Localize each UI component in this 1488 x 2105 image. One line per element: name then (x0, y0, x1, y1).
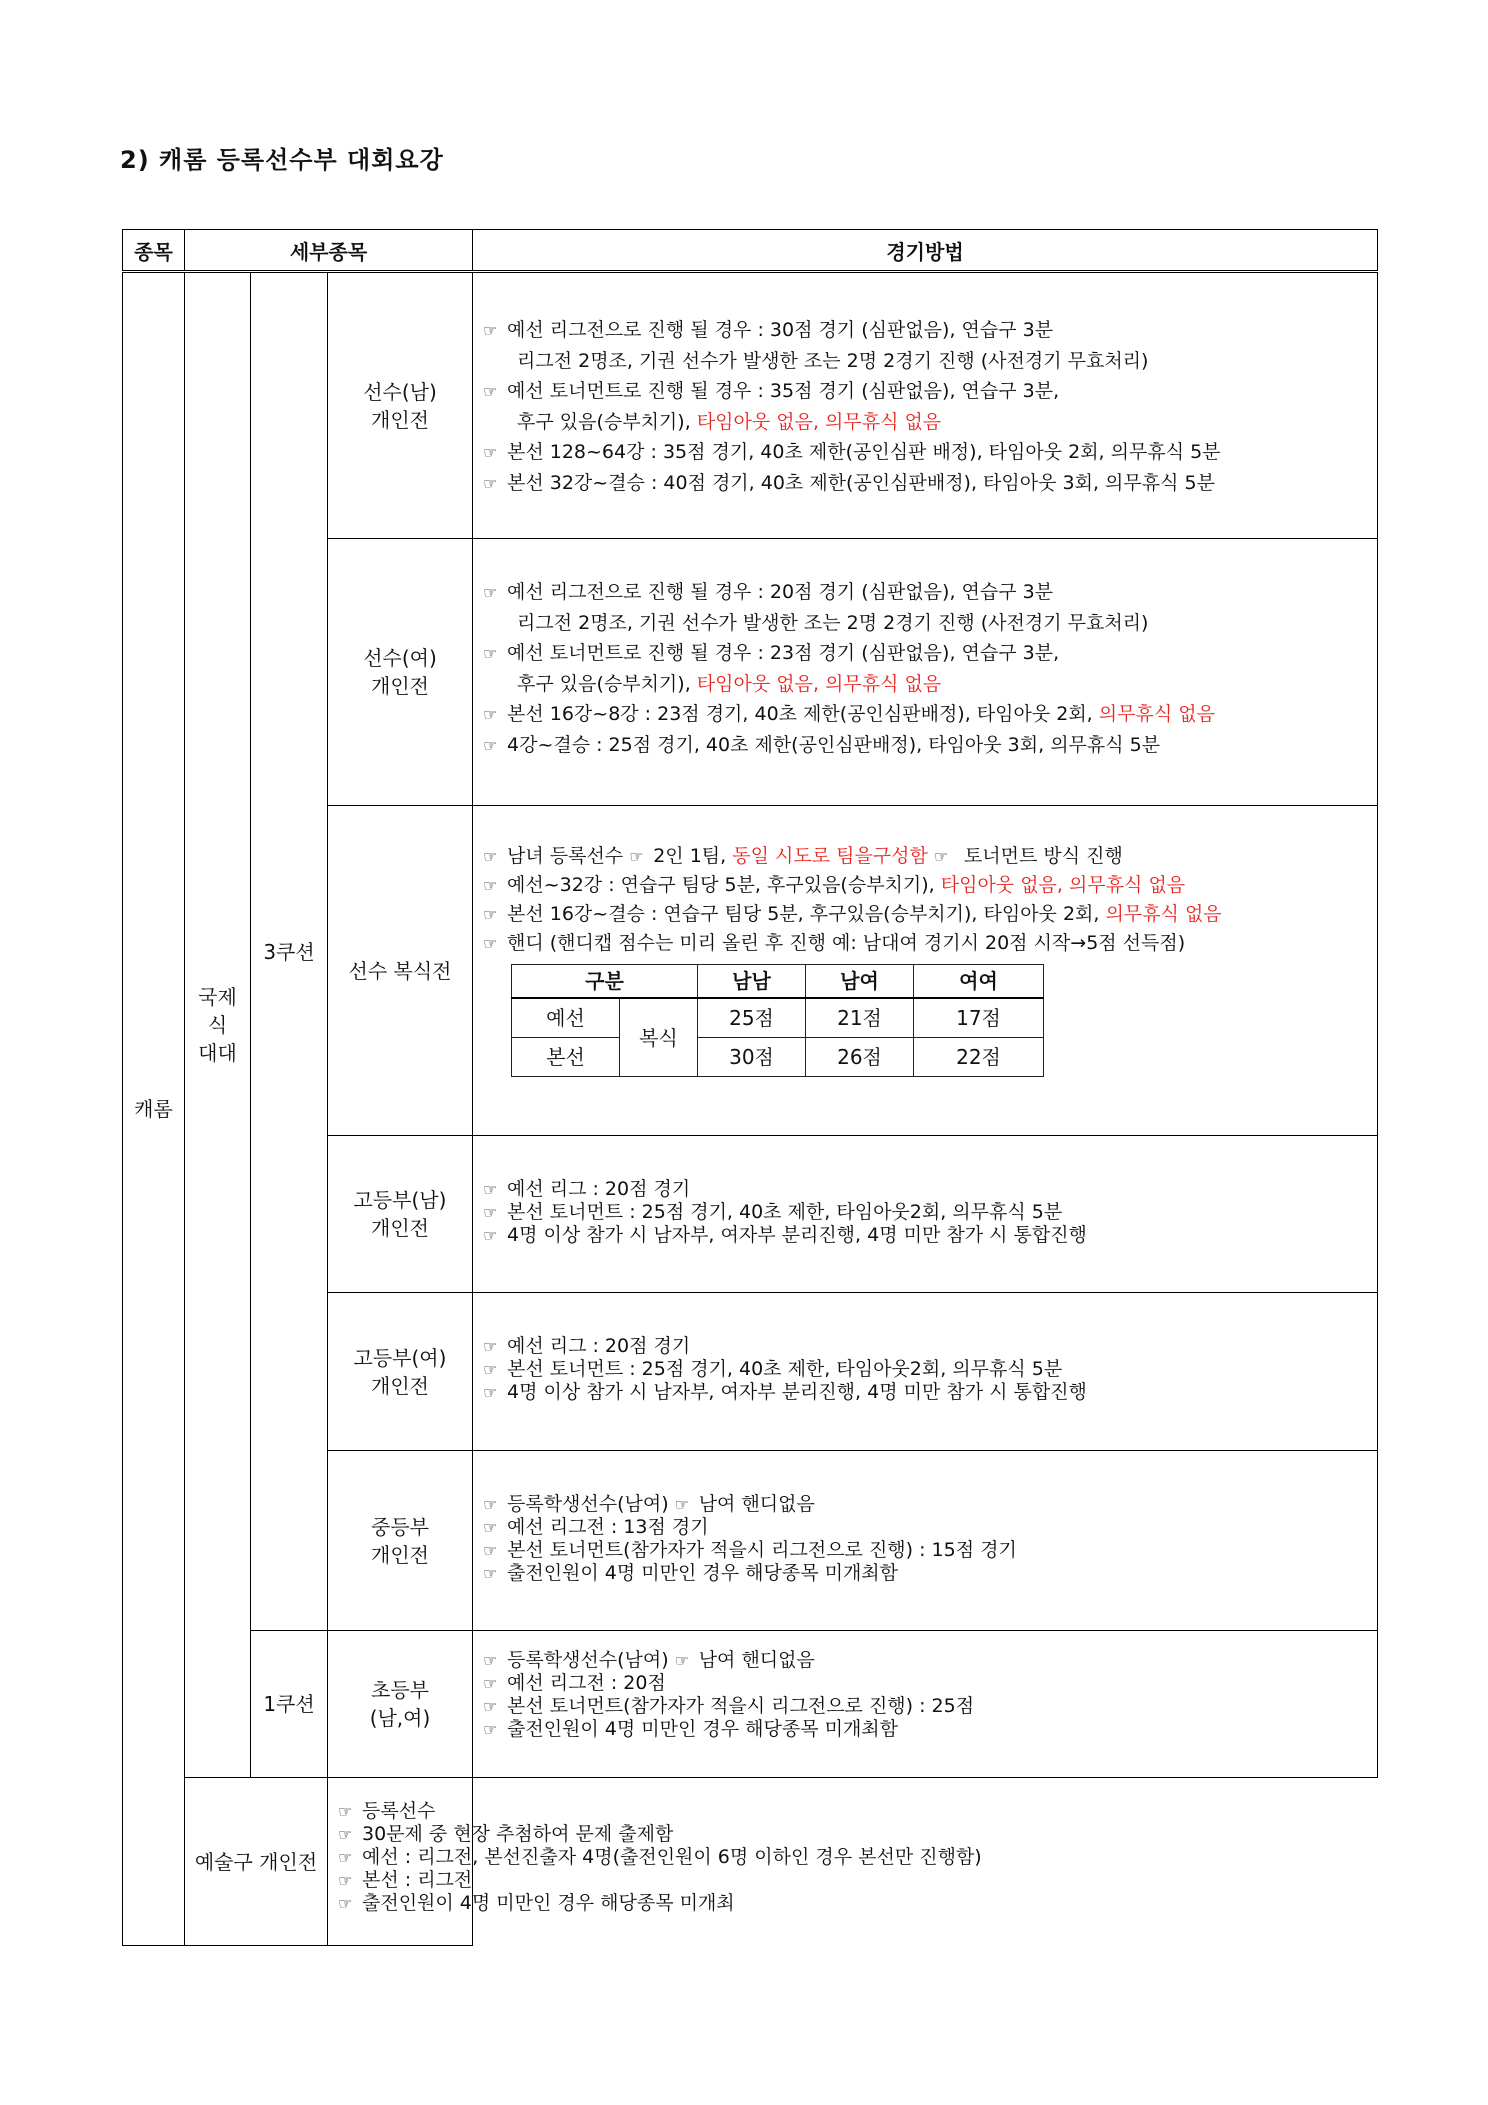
method-cell (473, 539, 1378, 806)
method-line (483, 346, 1367, 376)
sub-event-line: 선수(남) (363, 379, 437, 404)
method-lines (338, 1800, 982, 1915)
method-text: 출전인원이 4명 미만인 경우 해당종목 미개최함 (507, 1718, 899, 1740)
method-cell (473, 1136, 1378, 1293)
sub-event-name (328, 1136, 473, 1293)
sub-event-line: 개인전 (371, 1542, 429, 1567)
cell-intl (185, 272, 251, 1778)
cell-3cushion: 3쿠션 (251, 272, 328, 1631)
pointing-hand-icon: ☞ (933, 847, 949, 866)
method-line (483, 929, 1367, 958)
sub-event-name (328, 539, 473, 806)
sub-event-line: 선수(여) (363, 646, 437, 670)
method-text: 등록학생선수(남여) (507, 1649, 675, 1671)
method-cell (328, 1778, 982, 1946)
method-line (483, 1381, 1367, 1404)
method-line (483, 608, 1367, 638)
pointing-hand-icon: ☞ (483, 1495, 498, 1514)
page-title: 2) 캐롬 등록선수부 대회요강 (120, 146, 444, 174)
method-text: 예선 리그 : 20점 경기 (507, 1178, 691, 1200)
method-text: 본선 32강~결승 : 40점 경기, 40초 제한(공인심판배정), 타임아웃 3회, 의무휴식 5분 (507, 472, 1215, 494)
handicap-merged-cell: 복식 (620, 998, 698, 1077)
method-line (338, 1823, 674, 1846)
method-line (483, 1224, 1367, 1247)
method-text: 남여 핸디없음 (698, 1493, 815, 1515)
pointing-hand-icon: ☞ (483, 1226, 498, 1245)
method-line (483, 871, 1367, 900)
method-line (483, 900, 1367, 929)
method-cell (473, 1451, 1378, 1631)
pointing-hand-icon: ☞ (483, 474, 498, 493)
method-line (483, 1493, 1367, 1516)
method-text: 남여 핸디없음 (698, 1649, 815, 1671)
method-text: 등록선수 (362, 1800, 436, 1822)
method-cell (473, 272, 1378, 539)
method-lines (483, 1178, 1367, 1247)
pointing-hand-icon: ☞ (483, 1651, 498, 1670)
method-line (338, 1869, 473, 1892)
method-lines (483, 315, 1367, 499)
pointing-hand-icon: ☞ (483, 736, 498, 755)
pointing-hand-icon: ☞ (483, 382, 498, 401)
header-row (123, 230, 1378, 272)
handicap-table (511, 964, 1044, 1077)
pointing-hand-icon: ☞ (338, 1802, 353, 1821)
method-lines (483, 577, 1367, 761)
method-line (483, 699, 1367, 730)
method-line (338, 1800, 462, 1823)
sub-event-name (328, 1631, 473, 1778)
pointing-hand-icon: ☞ (629, 847, 644, 866)
method-line (483, 730, 1367, 761)
sub-event-line: 고등부(여) (353, 1345, 447, 1370)
pointing-hand-icon: ☞ (483, 1697, 498, 1716)
method-text: 본선 16강~8강 : 23점 경기, 40초 제한(공인심판배정), 타임아웃 2회, (507, 703, 1099, 725)
header-sub-event: 세부종목 (185, 230, 473, 272)
pointing-hand-icon: ☞ (483, 1203, 498, 1222)
method-text: 30문제 중 현장 추첨하여 문제 출제함 (362, 1823, 674, 1845)
method-text: 핸디 (핸디캡 점수는 미리 올린 후 진행 예: 남대여 경기시 20점 시작→5점 선득점) (507, 932, 1186, 954)
cell-carom: 캐롬 (123, 272, 185, 1946)
method-text: 남녀 등록선수 (507, 845, 630, 867)
sub-event-line: 고등부(남) (353, 1188, 447, 1212)
highlight-text: 타임아웃 없음, 의무휴식 없음 (940, 874, 1186, 896)
pointing-hand-icon: ☞ (338, 1871, 353, 1890)
method-text: 예선 토너먼트로 진행 될 경우 : 23점 경기 (심판없음), 연습구 3분, (507, 642, 1060, 664)
method-line (483, 638, 1367, 669)
row-elementary (123, 1631, 1378, 1778)
pointing-hand-icon: ☞ (483, 705, 498, 724)
pointing-hand-icon: ☞ (483, 1541, 498, 1560)
handicap-row (512, 1038, 1044, 1077)
method-text: 본선 128~64강 : 35점 경기, 40초 제한(공인심판 배정), 타임아웃 2회, 의무휴식 5분 (507, 441, 1221, 463)
row-art (123, 1778, 1378, 1946)
highlight-text: 타임아웃 없음, 의무휴식 없음 (696, 673, 942, 695)
method-lines (483, 842, 1367, 958)
method-line (483, 1335, 1367, 1358)
pointing-hand-icon: ☞ (338, 1825, 353, 1844)
handicap-cell: 25점 (698, 998, 806, 1038)
method-line (483, 315, 1367, 346)
method-text: 본선 토너먼트 : 25점 경기, 40초 제한, 타임아웃2회, 의무휴식 5분 (507, 1201, 1063, 1223)
method-line (483, 1695, 1367, 1718)
competition-table (122, 229, 1378, 1946)
pointing-hand-icon: ☞ (483, 583, 498, 602)
pointing-hand-icon: ☞ (483, 1674, 498, 1693)
method-text: 4명 이상 참가 시 남자부, 여자부 분리진행, 4명 미만 참가 시 통합진행 (507, 1381, 1087, 1403)
method-text: 예선 리그전으로 진행 될 경우 : 30점 경기 (심판없음), 연습구 3분 (507, 319, 1054, 341)
handicap-cell: 21점 (806, 998, 914, 1038)
header-method: 경기방법 (473, 230, 1378, 272)
pointing-hand-icon: ☞ (483, 847, 498, 866)
method-lines (483, 1649, 1367, 1741)
method-text: 예선 : 리그전, 본선진출자 4명(출전인원이 6명 이하인 경우 본선만 진행함) (362, 1846, 982, 1868)
method-text: 예선 토너먼트로 진행 될 경우 : 35점 경기 (심판없음), 연습구 3분, (507, 380, 1060, 402)
handicap-row (512, 998, 1044, 1038)
pointing-hand-icon: ☞ (483, 1337, 498, 1356)
method-text: 리그전 2명조, 기권 선수가 발생한 조는 2명 2경기 진행 (사전경기 무효처리) (517, 350, 1149, 372)
pointing-hand-icon: ☞ (483, 1720, 498, 1739)
method-text: 예선 리그전으로 진행 될 경우 : 20점 경기 (심판없음), 연습구 3분 (507, 581, 1054, 603)
sub-event-name (328, 272, 473, 539)
sub-event-line: 개인전 (371, 1216, 429, 1240)
method-line (338, 1892, 735, 1915)
method-line (483, 1649, 1367, 1672)
sub-event-line: (남,여) (369, 1706, 431, 1730)
sub-event-line: 초등부 (371, 1678, 429, 1702)
handicap-cell: 30점 (698, 1038, 806, 1077)
method-cell (473, 1631, 1378, 1778)
sub-event-line: 개인전 (371, 674, 429, 698)
intl-line: 대대 (198, 1041, 237, 1065)
pointing-hand-icon: ☞ (338, 1894, 353, 1913)
method-line (483, 1562, 1367, 1585)
sub-event-name (328, 806, 473, 1136)
method-text: 본선 : 리그전 (362, 1869, 473, 1891)
sub-event-line: 개인전 (371, 1373, 429, 1398)
method-text: 토너먼트 방식 진행 (957, 845, 1123, 867)
pointing-hand-icon: ☞ (483, 1383, 498, 1402)
method-text: 리그전 2명조, 기권 선수가 발생한 조는 2명 2경기 진행 (사전경기 무효처리) (517, 612, 1149, 634)
method-line (483, 1539, 1367, 1562)
method-text: 등록학생선수(남여) (507, 1493, 675, 1515)
intl-line: 식 (207, 1013, 228, 1037)
pointing-hand-icon: ☞ (483, 644, 498, 663)
cell-1cushion: 1쿠션 (251, 1631, 328, 1778)
method-line (483, 376, 1367, 407)
handicap-cell: 22점 (914, 1038, 1044, 1077)
method-text: 후구 있음(승부치기), (517, 673, 697, 695)
method-line (483, 669, 1367, 699)
method-text: 2인 1팀, (653, 845, 733, 867)
method-lines (483, 1493, 1367, 1585)
highlight-text: 동일 시도로 팀을구성함 (732, 845, 928, 867)
method-text: 출전인원이 4명 미만인 경우 해당종목 미개최함 (507, 1562, 899, 1584)
method-cell (473, 806, 1378, 1136)
method-text: 본선 16강~결승 : 연습구 팀당 5분, 후구있음(승부치기), 타임아웃 2회, (507, 903, 1106, 925)
method-text: 예선 리그 : 20점 경기 (507, 1335, 691, 1357)
sub-event-name (328, 1451, 473, 1631)
method-text: 본선 토너먼트(참가자가 적을시 리그전으로 진행) : 25점 (507, 1695, 975, 1717)
highlight-text: 의무휴식 없음 (1105, 903, 1222, 925)
handicap-header: 남남 (698, 965, 806, 999)
method-text: 예선~32강 : 연습구 팀당 5분, 후구있음(승부치기), (507, 874, 941, 896)
method-text: 본선 토너먼트(참가자가 적을시 리그전으로 진행) : 15점 경기 (507, 1539, 1017, 1561)
method-line (483, 1358, 1367, 1381)
pointing-hand-icon: ☞ (674, 1495, 690, 1514)
method-line (483, 437, 1367, 468)
method-line (483, 407, 1367, 437)
sub-event-line: 선수 복식전 (348, 958, 452, 983)
method-line (483, 1516, 1367, 1539)
method-cell (473, 1293, 1378, 1451)
row-men (123, 272, 1378, 539)
method-line (338, 1846, 982, 1869)
handicap-header: 여여 (914, 965, 1044, 999)
method-line (483, 1178, 1367, 1201)
method-text: 예선 리그전 : 20점 (507, 1672, 666, 1694)
method-line (483, 577, 1367, 608)
header-event: 종목 (123, 230, 185, 272)
method-line (483, 468, 1367, 499)
method-text: 4강~결승 : 25점 경기, 40초 제한(공인심판배정), 타임아웃 3회, 의무휴식 5분 (507, 734, 1161, 756)
handicap-cell: 본선 (512, 1038, 620, 1077)
sub-event-name (328, 1293, 473, 1451)
pointing-hand-icon: ☞ (483, 1518, 498, 1537)
sub-event-line: 개인전 (371, 407, 429, 432)
highlight-text: 의무휴식 없음 (1098, 703, 1215, 725)
handicap-cell: 예선 (512, 998, 620, 1038)
pointing-hand-icon: ☞ (483, 934, 498, 953)
intl-line: 국제 (198, 985, 237, 1009)
method-text: 4명 이상 참가 시 남자부, 여자부 분리진행, 4명 미만 참가 시 통합진행 (507, 1224, 1087, 1246)
pointing-hand-icon: ☞ (483, 876, 498, 895)
handicap-header: 구분 (512, 965, 698, 999)
pointing-hand-icon: ☞ (483, 1180, 498, 1199)
handicap-header: 남여 (806, 965, 914, 999)
cell-art: 예술구 개인전 (185, 1778, 328, 1946)
method-line (483, 1718, 1367, 1741)
method-line (483, 1672, 1367, 1695)
method-text: 출전인원이 4명 미만인 경우 해당종목 미개최 (362, 1892, 735, 1914)
pointing-hand-icon: ☞ (483, 321, 498, 340)
pointing-hand-icon: ☞ (483, 1564, 498, 1583)
method-text: 후구 있음(승부치기), (517, 411, 697, 433)
handicap-header-row (512, 965, 1044, 999)
pointing-hand-icon: ☞ (674, 1651, 690, 1670)
pointing-hand-icon: ☞ (483, 443, 498, 462)
pointing-hand-icon: ☞ (483, 1360, 498, 1379)
pointing-hand-icon: ☞ (338, 1848, 353, 1867)
highlight-text: 타임아웃 없음, 의무휴식 없음 (696, 411, 942, 433)
handicap-cell: 26점 (806, 1038, 914, 1077)
method-lines (483, 1335, 1367, 1404)
pointing-hand-icon: ☞ (483, 905, 498, 924)
method-line (483, 1201, 1367, 1224)
method-text: 예선 리그전 : 13점 경기 (507, 1516, 709, 1538)
method-line (483, 842, 1367, 871)
handicap-cell: 17점 (914, 998, 1044, 1038)
method-text: 본선 토너먼트 : 25점 경기, 40초 제한, 타임아웃2회, 의무휴식 5분 (507, 1358, 1063, 1380)
sub-event-line: 중등부 (371, 1514, 429, 1539)
